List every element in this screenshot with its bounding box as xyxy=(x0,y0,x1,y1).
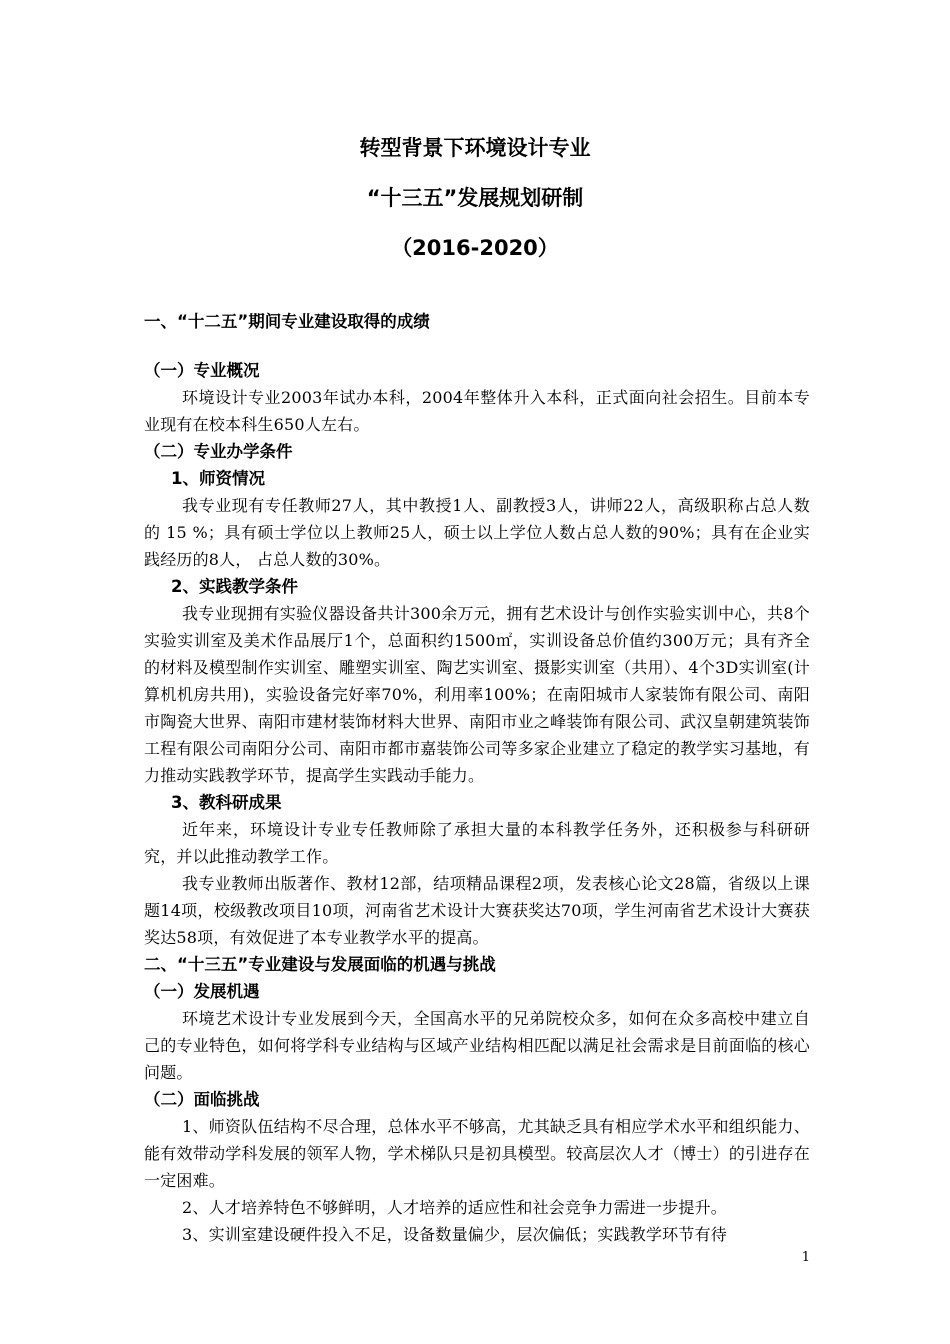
challenge-paragraph-1: 1、师资队伍结构不尽合理，总体水平不够高，尤其缺乏具有相应学术水平和组织能力、能有效带动学科发展的领军人物，学术梯队只是初具模型。较高层次人才（博士）的引进存在一定困难。 xyxy=(144,1117,810,1190)
section-2-2-heading: （二）面临挑战 xyxy=(144,1090,260,1109)
research-heading: 3、教科研成果 xyxy=(171,793,282,812)
practice-heading: 2、实践教学条件 xyxy=(171,577,298,596)
research-paragraph-1: 近年来，环境设计专业专任教师除了承担大量的本科教学任务外，还积极参与科研研究，并以此推动教学工作。 xyxy=(144,820,810,866)
section-2-heading: 二、“十三五”专业建设与发展面临的机遇与挑战 xyxy=(144,955,496,974)
document-body xyxy=(144,308,810,1248)
section-1-heading: 一、“十二五”期间专业建设取得的成绩 xyxy=(144,312,430,331)
faculty-heading: 1、师资情况 xyxy=(171,469,265,488)
challenge-paragraph-2: 2、人才培养特色不够鲜明，人才培养的适应性和社会竞争力需进一步提升。 xyxy=(182,1198,727,1217)
section-1-2-heading: （二）专业办学条件 xyxy=(144,442,293,461)
section-1-1-paragraph: 环境设计专业2003年试办本科，2004年整体升入本科，正式面向社会招生。目前本专业现有在校本科生650人左右。 xyxy=(144,388,810,434)
challenge-paragraph-3: 3、实训室建设硬件投入不足，设备数量偏少，层次偏低；实践教学环节有待 xyxy=(182,1225,727,1244)
opportunity-paragraph: 环境艺术设计专业发展到今天，全国高水平的兄弟院校众多，如何在众多高校中建立自己的专业特色，如何将学科专业结构与区域产业结构相匹配以满足社会需求是目前面临的核心问题。 xyxy=(144,1009,810,1082)
practice-paragraph: 我专业现拥有实验仪器设备共计300余万元，拥有艺术设计与创作实验实训中心，共8个实验实训室及美术作品展厅1个，总面积约1500㎡，实训设备总价值约300万元；具有齐全的材料及模型制作实训室、雕塑实训室、陶艺实训室、摄影实训室（共用）、4个3D实训室(计算机机房共用)，实验设备完好率70%，利用率100%；在南阳城市人家装饰有限公司、南阳市陶瓷大世界、南阳市建材装饰材料大世界、南阳市业之峰装饰有限公司、武汉皇朝建筑装饰工程有限公司南阳分公司、南阳市都市嘉装饰公司等多家企业建立了稳定的教学实习基地，有力推动实践教学环节，提高学生实践动手能力。 xyxy=(144,604,810,785)
document-title-line-3: （2016-2020） xyxy=(391,236,559,260)
page-number: 1 xyxy=(801,1250,810,1265)
document-title-line-1: 转型背景下环境设计专业 xyxy=(359,136,591,160)
document-title-line-2: “十三五”发展规划研制 xyxy=(366,186,584,210)
faculty-paragraph: 我专业现有专任教师27人，其中教授1人、副教授3人，讲师22人，高级职称占总人数的 15 %；具有硕士学位以上教师25人，硕士以上学位人数占总人数的90%；具有在企业实践经历的8人， 占总人数的30%。 xyxy=(144,496,810,569)
section-2-1-heading: （一）发展机遇 xyxy=(144,982,260,1001)
research-paragraph-2: 我专业教师出版著作、教材12部，结项精品课程2项，发表核心论文28篇，省级以上课题14项，校级教改项目10项，河南省艺术设计大赛获奖达70项，学生河南省艺术设计大赛获奖达58项，有效促进了本专业教学水平的提高。 xyxy=(144,874,810,947)
section-1-1-heading: （一）专业概况 xyxy=(144,361,260,380)
